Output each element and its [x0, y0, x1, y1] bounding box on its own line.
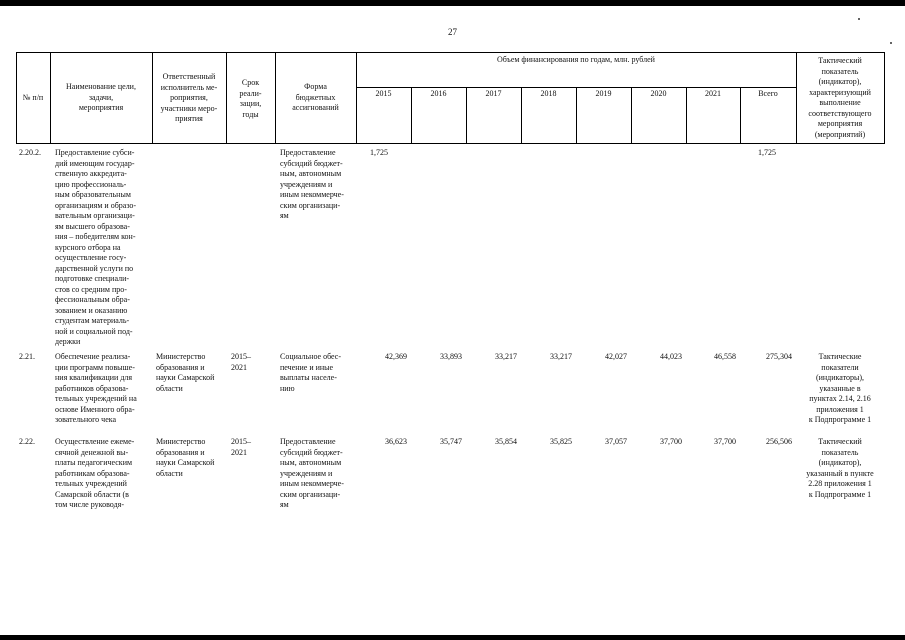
header-executor: Ответственный исполнитель ме- роприятия, участники меро- приятия [160, 72, 218, 123]
header-year: 2018 [540, 89, 557, 98]
top-border [0, 0, 905, 6]
row-value: 37,700 [660, 437, 682, 446]
row-num: 2.20.2. [19, 148, 41, 157]
header-year: 2020 [650, 89, 667, 98]
row-value: 33,217 [550, 352, 572, 361]
row-value: 37,057 [605, 437, 627, 446]
row-total: 1,725 [758, 148, 776, 157]
row-value: 42,369 [385, 352, 407, 361]
row-value: 46,558 [714, 352, 736, 361]
row-total: 256,506 [766, 437, 792, 446]
header-form: Форма бюджетных ассигнований [292, 82, 339, 112]
header-financing: Объем финансирования по годам, млн. рублей [497, 55, 655, 64]
col-border [884, 52, 885, 144]
row-form: Социальное обес- печение и иные выплаты населе- нию [280, 352, 342, 393]
header-year: 2015 [375, 89, 392, 98]
row-name: Обеспечение реализа- ции программ повыше- ния квалификации для работников образова- тельных учреждений на основе Именного обра- зовательного чека [55, 352, 137, 424]
row-total: 275,304 [766, 352, 792, 361]
row-term: 2015– 2021 [231, 352, 251, 372]
row-value: 33,893 [440, 352, 462, 361]
row-form: Предоставление субсидий бюджет- ным, автономным учреждениям и иным некоммерче- ским организаци- ям [280, 148, 344, 220]
row-name: Осуществление ежеме- сячной денежной вы- платы педагогическим работникам образова- тельных учреждений Самарской области (в том числе руководя- [55, 437, 135, 509]
table-top-line [16, 52, 884, 53]
bottom-border [0, 635, 905, 640]
header-term: Срок реали- зации, годы [239, 78, 262, 119]
header-year: 2019 [595, 89, 612, 98]
row-value: 37,700 [714, 437, 736, 446]
row-value: 1,725 [370, 148, 388, 157]
row-value: 33,217 [495, 352, 517, 361]
header-bottom-line [16, 143, 884, 144]
row-value: 35,747 [440, 437, 462, 446]
page-number: 27 [448, 27, 457, 37]
row-num: 2.22. [19, 437, 35, 446]
row-form: Предоставление субсидий бюджет- ным, автономным учреждениям и иным некоммерче- ским организаци- ям [280, 437, 344, 509]
header-year: 2021 [705, 89, 721, 98]
scan-speck [890, 42, 892, 44]
header-year: 2017 [485, 89, 502, 98]
row-executor: Министерство образования и науки Самарской области [156, 352, 215, 393]
header-total: Всего [758, 89, 778, 98]
row-value: 42,027 [605, 352, 627, 361]
row-indicator: Тактический показатель (индикатор), указанный в пункте 2.28 приложения 1 к Подпрограмме 1 [806, 437, 874, 499]
row-executor: Министерство образования и науки Самарской области [156, 437, 215, 478]
header-year: 2016 [430, 89, 447, 98]
header-indicator: Тактический показатель (индикатор), характеризующий выполнение соответствующего мероприятия (мероприятий) [808, 56, 872, 139]
header-name: Наименование цели, задачи, мероприятия [66, 82, 136, 112]
row-value: 44,023 [660, 352, 682, 361]
row-value: 36,623 [385, 437, 407, 446]
row-value: 35,854 [495, 437, 517, 446]
row-term: 2015– 2021 [231, 437, 251, 457]
row-num: 2.21. [19, 352, 35, 361]
row-value: 35,825 [550, 437, 572, 446]
row-indicator: Тактические показатели (индикаторы), указанные в пунктах 2.14, 2.16 приложения 1 к Подпрограмме 1 [808, 352, 872, 424]
row-name: Предоставление субси- дий имеющим государ- ственную аккредита- цию профессиональ- ным образовательным организациям и образо- вательным организаци- ям высшего образова- ния – победителям кон- курсного отбора на осуществление госу- дарственной услуги по подготовке специали- стов со средним про- фессиональным обра- зованием и оказанию студентам материаль- ной и социальной под- держки [55, 148, 137, 346]
scan-speck [858, 18, 860, 20]
header-num: № п/п [22, 93, 44, 102]
